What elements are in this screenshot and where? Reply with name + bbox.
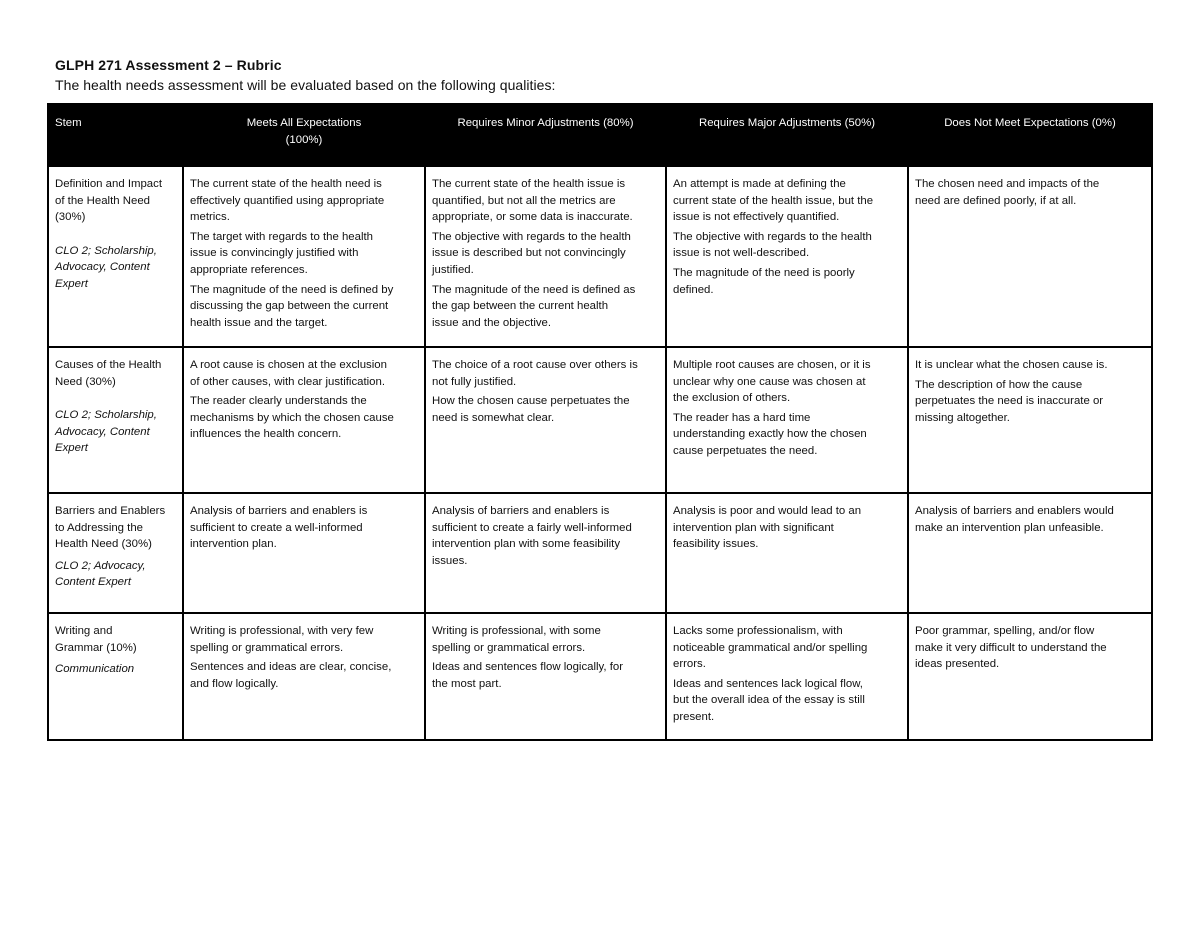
- rubric-row-writing: [48, 613, 1152, 740]
- criteria-text: Poor grammar, spelling, and/or flow make it very difficult to understand the ideas presented.: [915, 625, 1107, 671]
- criteria-cell: [666, 166, 908, 347]
- criteria-text: Lacks some professionalism, with noticeable grammatical and/or spelling errors.: [673, 625, 868, 671]
- rubric-table: [47, 103, 1153, 741]
- criteria-text: Ideas and sentences flow logically, for the most part.: [432, 661, 624, 690]
- criteria-cell: [425, 493, 666, 613]
- rubric-header-row: [48, 104, 1152, 166]
- criteria-text: Analysis of barriers and enablers is sufficient to create a well-informed intervention plan.: [190, 505, 368, 551]
- criteria-text: Writing is professional, with some spelling or grammatical errors.: [432, 625, 601, 654]
- criteria-text: Sentences and ideas are clear, concise, and flow logically.: [190, 661, 392, 690]
- criteria-cell: [183, 493, 425, 613]
- stem-cell: [48, 493, 183, 613]
- document-title: GLPH 271 Assessment 2 – Rubric: [55, 57, 282, 73]
- criteria-cell: [183, 613, 425, 740]
- criteria-text: The current state of the health need is effectively quantified using appropriate metrics.: [190, 178, 385, 224]
- criteria-text: The magnitude of the need is defined by discussing the gap between the current health issue and the target.: [190, 283, 394, 329]
- stem-name: Writing and Grammar (10%): [55, 625, 137, 654]
- rubric-row-barriers: [48, 493, 1152, 613]
- header-minor-adjustments: Requires Minor Adjustments (80%): [425, 104, 666, 166]
- criteria-cell: [908, 347, 1152, 493]
- criteria-cell: [908, 493, 1152, 613]
- criteria-text: Writing is professional, with very few spelling or grammatical errors.: [190, 625, 374, 654]
- criteria-text: It is unclear what the chosen cause is.: [915, 359, 1108, 371]
- stem-cell: [48, 166, 183, 347]
- stem-clo: CLO 2; Scholarship, Advocacy, Content Expert: [55, 409, 157, 455]
- rubric-row-definition: [48, 166, 1152, 347]
- criteria-text: How the chosen cause perpetuates the need is somewhat clear.: [432, 395, 630, 424]
- criteria-text: The target with regards to the health issue is convincingly justified with appropriate references.: [190, 230, 373, 276]
- criteria-text: Analysis is poor and would lead to an intervention plan with significant feasibility issues.: [673, 505, 862, 551]
- criteria-cell: [425, 347, 666, 493]
- criteria-cell: [908, 613, 1152, 740]
- criteria-text: A root cause is chosen at the exclusion of other causes, with clear justification.: [190, 359, 387, 388]
- criteria-cell: [666, 347, 908, 493]
- criteria-cell: [183, 347, 425, 493]
- criteria-text: An attempt is made at defining the current state of the health issue, but the issue is not effectively quantified.: [673, 178, 874, 224]
- criteria-text: Analysis of barriers and enablers would make an intervention plan unfeasible.: [915, 505, 1114, 534]
- criteria-text: Analysis of barriers and enablers is sufficient to create a fairly well-informed intervention plan with some feasibility issues.: [432, 505, 632, 567]
- criteria-cell: [666, 613, 908, 740]
- document-subtitle: The health needs assessment will be evaluated based on the following qualities:: [55, 77, 556, 93]
- stem-cell: [48, 613, 183, 740]
- stem-clo: CLO 2; Scholarship, Advocacy, Content Expert: [55, 244, 157, 290]
- criteria-text: The chosen need and impacts of the need are defined poorly, if at all.: [915, 178, 1100, 207]
- header-major-adjustments: Requires Major Adjustments (50%): [666, 104, 908, 166]
- criteria-cell: [425, 613, 666, 740]
- criteria-cell: [666, 493, 908, 613]
- criteria-text: The description of how the cause perpetuates the need is inaccurate or missing altogether.: [915, 378, 1104, 424]
- criteria-text: The reader clearly understands the mechanisms by which the chosen cause influences the health concern.: [190, 395, 394, 441]
- criteria-text: Multiple root causes are chosen, or it is unclear why one cause was chosen at the exclusion of others.: [673, 359, 871, 405]
- criteria-text: The reader has a hard time understanding exactly how the chosen cause perpetuates the need.: [673, 411, 867, 457]
- stem-name: Barriers and Enablers to Addressing the Health Need (30%): [55, 505, 166, 551]
- stem-name: Causes of the Health Need (30%): [55, 359, 162, 388]
- criteria-text: The objective with regards to the health issue is described but not convincingly justified.: [432, 230, 631, 276]
- header-meets-all: Meets All Expectations (100%): [183, 104, 425, 166]
- stem-cell: [48, 347, 183, 493]
- criteria-text: The magnitude of the need is poorly defined.: [673, 266, 855, 296]
- rubric-row-causes: [48, 347, 1152, 493]
- header-does-not-meet: Does Not Meet Expectations (0%): [908, 104, 1152, 166]
- stem-name: Definition and Impact of the Health Need (30%): [55, 178, 163, 224]
- criteria-text: The current state of the health issue is quantified, but not all the metrics are appropriate, or some data is inaccurate.: [432, 178, 633, 224]
- stem-clo: Communication: [55, 663, 135, 676]
- criteria-text: Ideas and sentences lack logical flow, but the overall idea of the essay is still present.: [673, 677, 865, 723]
- criteria-text: The objective with regards to the health issue is not well-described.: [673, 230, 872, 260]
- criteria-text: The choice of a root cause over others is not fully justified.: [432, 359, 638, 388]
- stem-clo: CLO 2; Advocacy, Content Expert: [55, 559, 146, 589]
- criteria-cell: [908, 166, 1152, 347]
- criteria-cell: [183, 166, 425, 347]
- header-stem: Stem: [48, 104, 183, 166]
- criteria-cell: [425, 166, 666, 347]
- criteria-text: The magnitude of the need is defined as the gap between the current health issue and the objective.: [432, 283, 636, 329]
